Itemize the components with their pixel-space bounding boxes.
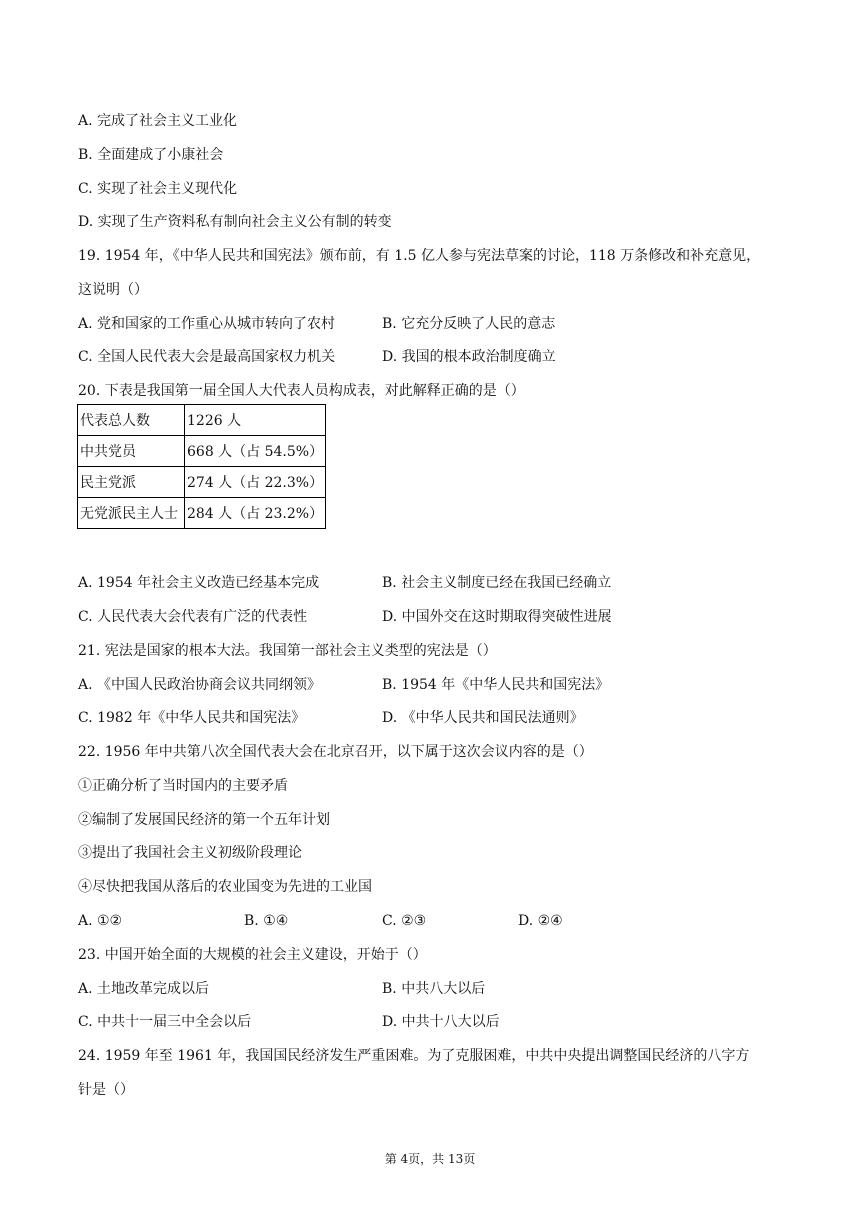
- table-cell-label: 无党派民主人士: [78, 498, 185, 529]
- q24-stem-line1: 24. 1959 年至 1961 年，我国国民经济发生严重困难。为了克服困难，中共中央提出调整国民经济的八字方: [78, 1048, 750, 1064]
- q19-option-c: C. 全国人民代表大会是最高国家权力机关: [78, 349, 336, 365]
- q21-option-d: D. 《中华人民共和国民法通则》: [382, 710, 584, 726]
- q23-option-c: C. 中共十一届三中全会以后: [78, 1014, 252, 1030]
- q20-option-d: D. 中国外交在这时期取得突破性进展: [382, 609, 612, 625]
- q21-option-a: A. 《中国人民政治协商会议共同纲领》: [78, 677, 322, 693]
- q20-option-a: A. 1954 年社会主义改造已经基本完成: [78, 575, 320, 591]
- q19-option-b: B. 它充分反映了人民的意志: [382, 316, 556, 332]
- q20-stem: 20. 下表是我国第一届全国人大代表人员构成表，对此解释正确的是（）: [78, 383, 525, 399]
- delegate-composition-table: [77, 404, 326, 529]
- table-cell-value: 284 人（占 23.2%）: [185, 498, 326, 529]
- q23-stem: 23. 中国开始全面的大规模的社会主义建设，开始于（）: [78, 947, 427, 963]
- q21-option-c: C. 1982 年《中华人民共和国宪法》: [78, 710, 306, 726]
- q22-option-d: D. ②④: [518, 913, 563, 929]
- table-cell-label: 代表总人数: [78, 405, 185, 436]
- table-row: [78, 467, 326, 498]
- table-cell-value: 1226 人: [185, 405, 326, 436]
- q23-option-a: A. 土地改革完成以后: [78, 981, 210, 997]
- q22-option-a: A. ①②: [78, 913, 123, 929]
- table-cell-label: 民主党派: [78, 467, 185, 498]
- q19-option-d: D. 我国的根本政治制度确立: [382, 349, 556, 365]
- q18-option-c: C. 实现了社会主义现代化: [78, 181, 238, 197]
- q20-option-c: C. 人民代表大会代表有广泛的代表性: [78, 609, 308, 625]
- table-cell-value: 668 人（占 54.5%）: [185, 436, 326, 467]
- q19-stem-line2: 这说明（）: [78, 282, 148, 298]
- q22-item-1: ①正确分析了当时国内的主要矛盾: [78, 778, 288, 794]
- table-row: [78, 405, 326, 436]
- table-cell-value: 274 人（占 22.3%）: [185, 467, 326, 498]
- q22-item-2: ②编制了发展国民经济的第一个五年计划: [78, 812, 330, 828]
- table-cell-label: 中共党员: [78, 436, 185, 467]
- q18-option-a: A. 完成了社会主义工业化: [78, 113, 238, 129]
- q21-stem: 21. 宪法是国家的根本大法。我国第一部社会主义类型的宪法是（）: [78, 643, 497, 659]
- q24-stem-line2: 针是（）: [78, 1082, 134, 1098]
- q22-item-4: ④尽快把我国从落后的农业国变为先进的工业国: [78, 879, 372, 895]
- page-footer: 第 4页，共 13页: [384, 1152, 476, 1166]
- q19-stem-line1: 19. 1954 年，《中华人民共和国宪法》颁布前，有 1.5 亿人参与宪法草案的讨论，118 万条修改和补充意见，: [78, 248, 761, 264]
- q19-option-a: A. 党和国家的工作重心从城市转向了农村: [78, 316, 336, 332]
- q22-option-c: C. ②③: [382, 913, 427, 929]
- q21-option-b: B. 1954 年《中华人民共和国宪法》: [382, 677, 610, 693]
- q23-option-d: D. 中共十八大以后: [382, 1014, 500, 1030]
- q22-stem: 22. 1956 年中共第八次全国代表大会在北京召开，以下属于这次会议内容的是（）: [78, 744, 593, 760]
- table-row: [78, 436, 326, 467]
- q23-option-b: B. 中共八大以后: [382, 981, 486, 997]
- q22-option-b: B. ①④: [244, 913, 289, 929]
- q20-option-b: B. 社会主义制度已经在我国已经确立: [382, 575, 612, 591]
- q18-option-d: D. 实现了生产资料私有制向社会主义公有制的转变: [78, 214, 392, 230]
- q22-item-3: ③提出了我国社会主义初级阶段理论: [78, 845, 302, 861]
- q18-option-b: B. 全面建成了小康社会: [78, 147, 224, 163]
- table-row: [78, 498, 326, 529]
